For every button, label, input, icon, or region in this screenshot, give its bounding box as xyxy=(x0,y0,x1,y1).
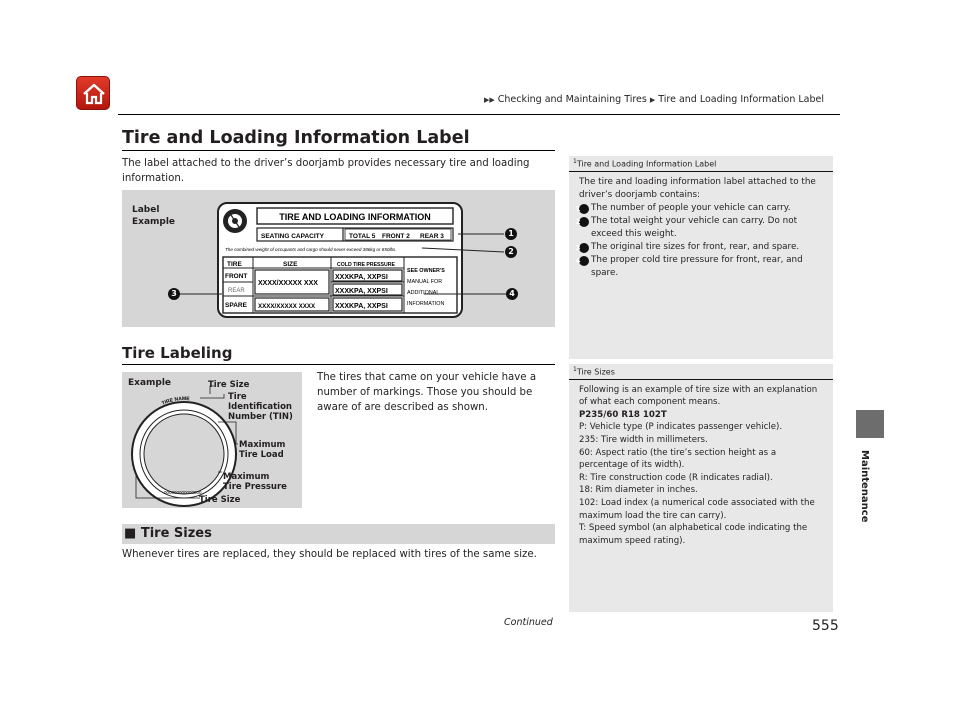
svg-text:XXXKPA, XXPSI: XXXKPA, XXPSI xyxy=(335,303,388,310)
callout-tire-size-top: Tire Size xyxy=(208,380,250,390)
svg-text:SEATING CAPACITY: SEATING CAPACITY xyxy=(261,233,324,240)
list-item: 18: Rim diameter in inches. xyxy=(579,485,698,496)
number-badge: 2 xyxy=(579,217,589,227)
list-item: 4 The proper cold tire pressure for front, rear, and spare. xyxy=(575,254,803,278)
list-item: 235: Tire width in millimeters. xyxy=(579,435,708,446)
svg-text:REAR 3: REAR 3 xyxy=(420,233,444,240)
home-button[interactable] xyxy=(76,76,110,110)
note-title: $^1$Tire and Loading Information Label xyxy=(569,156,833,172)
breadcrumb xyxy=(484,94,824,105)
intro-text: The label attached to the driver’s doorjamb provides necessary tire and loading information. xyxy=(122,158,530,184)
note-title: $^1$Tire Sizes xyxy=(569,364,833,380)
svg-text:TOTAL 5: TOTAL 5 xyxy=(349,233,376,240)
note-intro: Following is an example of tire size with an explanation of what each component means. xyxy=(579,384,818,408)
placard-drawing xyxy=(219,204,461,316)
svg-text:MANUAL FOR: MANUAL FOR xyxy=(407,279,443,285)
tire-labeling-text: The tires that came on your vehicle have a number of markings. Those you should be aware of are described as shown. xyxy=(317,372,537,413)
square-bullet-icon: ■ xyxy=(124,526,137,541)
tire-labeling-heading: Tire Labeling xyxy=(122,344,233,362)
callout-max-load: Maximum Tire Load xyxy=(239,440,286,460)
number-badge: 1 xyxy=(579,204,589,214)
list-item: 3 The original tire sizes for front, rear, and spare. xyxy=(575,241,800,252)
tire-labeling-divider xyxy=(122,364,555,365)
svg-text:SIZE: SIZE xyxy=(283,261,298,268)
label-example-caption: Label Example xyxy=(132,205,176,227)
tire-loading-placard xyxy=(217,202,463,318)
svg-text:TIRE NAME: TIRE NAME xyxy=(160,395,190,407)
svg-text:SPARE: SPARE xyxy=(225,302,247,309)
tire-sizes-text: Whenever tires are replaced, they should be replaced with tires of the same size. xyxy=(122,549,537,560)
svg-text:FRONT 2: FRONT 2 xyxy=(382,233,410,240)
note-tire-loading-label xyxy=(569,156,833,359)
continued-label: Continued xyxy=(504,617,553,628)
list-item: 2 The total weight your vehicle can carry. Do not exceed this weight. xyxy=(575,215,798,239)
svg-text:REAR: REAR xyxy=(228,288,245,294)
page-title: Tire and Loading Information Label xyxy=(122,128,470,148)
number-badge: 3 xyxy=(579,243,589,253)
tire-emblem-icon xyxy=(223,209,247,233)
list-item: T: Speed symbol (an alphabetical code indicating the maximum speed rating). xyxy=(579,523,808,546)
note-intro: The tire and loading information label attached to the driver’s doorjamb contains: xyxy=(579,176,816,200)
callout-badge-4: 4 xyxy=(506,288,518,300)
breadcrumb-parent-link[interactable]: Checking and Maintaining Tires xyxy=(497,94,647,105)
callout-tire-size-bottom: Tire Size xyxy=(199,495,241,505)
svg-text:TIRE: TIRE xyxy=(227,261,242,268)
list-item: 102: Load index (a numerical code associated with the maximum load the tire can carry). xyxy=(579,498,815,521)
svg-text:XXXX/XXXXX XXXX: XXXX/XXXXX XXXX xyxy=(258,303,316,310)
svg-text:The combined weight of occupan: The combined weight of occupants and cargo should never exceed 386kg or 850lbs. xyxy=(225,247,397,252)
label-example-figure xyxy=(122,190,555,327)
breadcrumb-current: Tire and Loading Information Label xyxy=(658,94,824,105)
tire-example-label: Example xyxy=(128,378,172,388)
title-divider xyxy=(122,150,555,151)
page-number: 555 xyxy=(812,618,839,634)
svg-text:XXXKPA, XXPSI: XXXKPA, XXPSI xyxy=(335,288,388,295)
svg-text:000000000000000: 000000000000000 xyxy=(164,490,202,495)
svg-text:INFORMATION: INFORMATION xyxy=(407,301,445,307)
list-item: P: Vehicle type (P indicates passenger vehicle). xyxy=(579,422,783,433)
list-item: R: Tire construction code (R indicates radial). xyxy=(579,472,773,483)
svg-text:XXXKPA, XXPSI: XXXKPA, XXPSI xyxy=(335,274,388,281)
callout-tin: Tire Identification Number (TIN) xyxy=(228,392,293,422)
svg-text:FRONT: FRONT xyxy=(225,273,248,280)
breadcrumb-arrow-icon: ▶▶ xyxy=(484,95,495,104)
header-divider xyxy=(118,114,840,115)
callout-max-pressure: Maximum Tire Pressure xyxy=(223,472,287,492)
section-tab-marker[interactable] xyxy=(856,410,884,438)
callout-badge-1: 1 xyxy=(505,228,517,240)
callout-badge-3: 3 xyxy=(168,288,180,300)
home-icon xyxy=(81,81,107,107)
number-badge: 4 xyxy=(579,256,589,266)
breadcrumb-arrow-icon: ▶ xyxy=(649,95,656,104)
list-item: 1 The number of people your vehicle can carry. xyxy=(575,202,791,213)
svg-text:ADDITIONAL: ADDITIONAL xyxy=(407,290,440,296)
svg-text:COLD TIRE PRESSURE: COLD TIRE PRESSURE xyxy=(337,262,395,268)
tire-labeling-figure xyxy=(122,372,302,508)
svg-text:TIRE AND LOADING INFORMATION: TIRE AND LOADING INFORMATION xyxy=(279,212,431,222)
note-tire-sizes xyxy=(569,364,833,612)
tire-sizes-heading: ■ Tire Sizes xyxy=(122,524,555,544)
svg-text:SEE OWNER'S: SEE OWNER'S xyxy=(407,268,445,274)
section-tab-label: Maintenance xyxy=(859,450,870,523)
svg-text:XXXX/XXXXX XXX: XXXX/XXXXX XXX xyxy=(258,280,318,287)
callout-badge-2: 2 xyxy=(505,246,517,258)
list-item: 60: Aspect ratio (the tire’s section height as a percentage of its width). xyxy=(579,447,777,471)
tire-size-example: P235/60 R18 102T xyxy=(579,409,667,420)
